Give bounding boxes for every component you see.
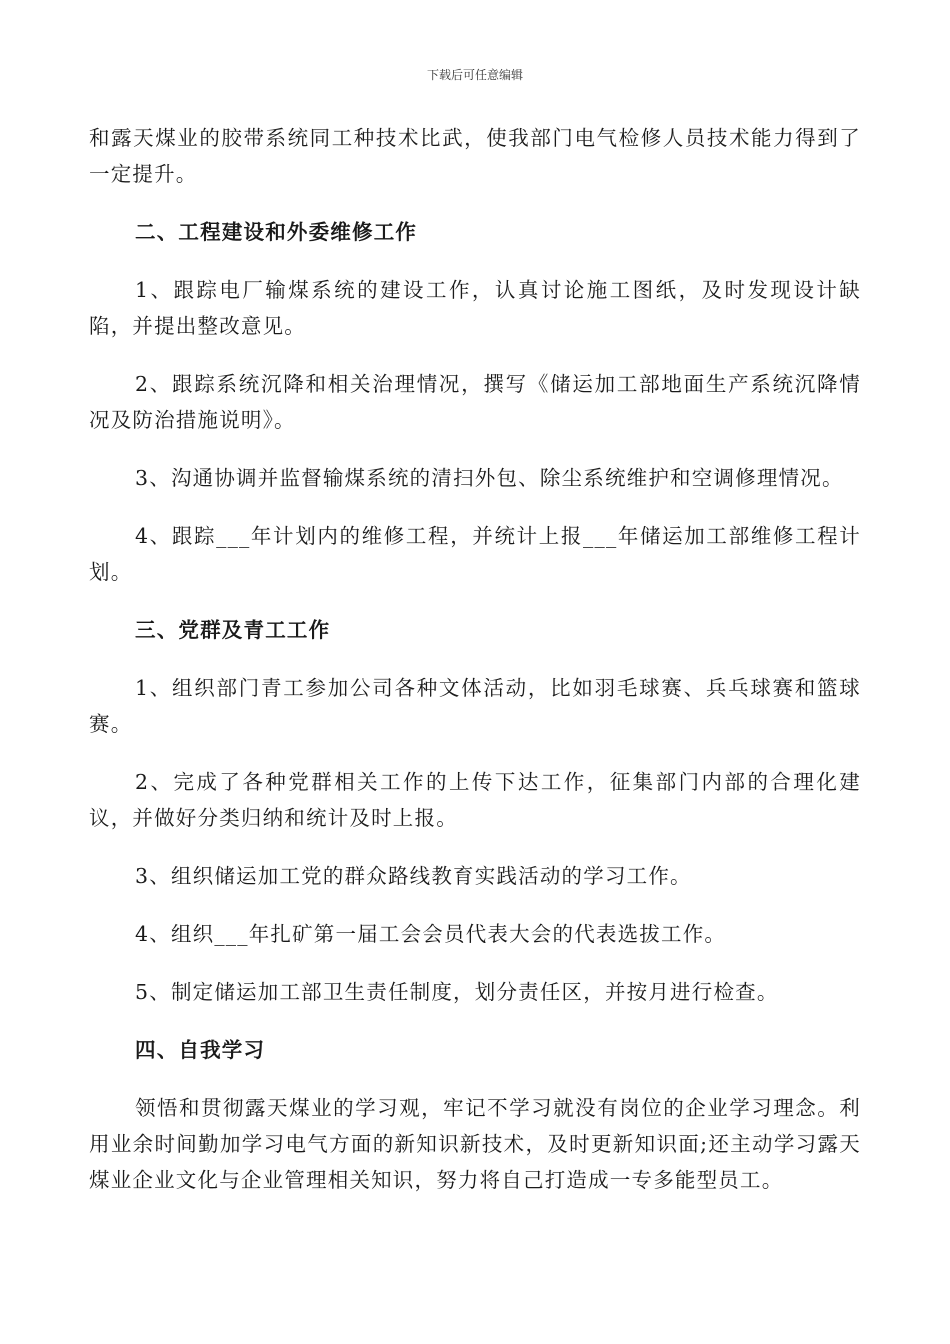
paragraph-continued: 和露天煤业的胶带系统同工种技术比武，使我部门电气检修人员技术能力得到了一定提升。 xyxy=(89,126,861,186)
section-heading-3: 三、党群及青工工作 xyxy=(135,618,331,642)
paragraph-3-5: 5、制定储运加工部卫生责任制度，划分责任区，并按月进行检查。 xyxy=(135,980,779,1004)
paragraph-2-1: 1、跟踪电厂输煤系统的建设工作，认真讨论施工图纸，及时发现设计缺陷，并提出整改意见。 xyxy=(89,278,861,338)
paragraph-2-2: 2、跟踪系统沉降和相关治理情况，撰写《储运加工部地面生产系统沉降情况及防治措施说明》。 xyxy=(89,372,861,432)
paragraph-4-1: 领悟和贯彻露天煤业的学习观，牢记不学习就没有岗位的企业学习理念。利用业余时间勤加学习电气方面的新知识新技术，及时更新知识面;还主动学习露天煤业企业文化与企业管理相关知识，努力将自己打造成一专多能型员工。 xyxy=(89,1096,861,1192)
page-header: 下载后可任意编辑 xyxy=(426,68,523,82)
document-body xyxy=(89,120,861,1198)
paragraph-2-4: 4、跟踪___年计划内的维修工程，并统计上报___年储运加工部维修工程计划。 xyxy=(89,524,861,584)
paragraph-3-1: 1、组织部门青工参加公司各种文体活动，比如羽毛球赛、兵乓球赛和篮球赛。 xyxy=(89,676,861,736)
paragraph-3-4: 4、组织___年扎矿第一届工会会员代表大会的代表选拔工作。 xyxy=(135,922,727,946)
paragraph-2-3: 3、沟通协调并监督输煤系统的清扫外包、除尘系统维护和空调修理情况。 xyxy=(135,466,844,490)
paragraph-3-3: 3、组织储运加工党的群众路线教育实践活动的学习工作。 xyxy=(135,864,692,888)
section-heading-2: 二、工程建设和外委维修工作 xyxy=(135,220,418,244)
paragraph-3-2: 2、完成了各种党群相关工作的上传下达工作，征集部门内部的合理化建议，并做好分类归纳和统计及时上报。 xyxy=(89,770,861,830)
section-heading-4: 四、自我学习 xyxy=(135,1038,266,1062)
